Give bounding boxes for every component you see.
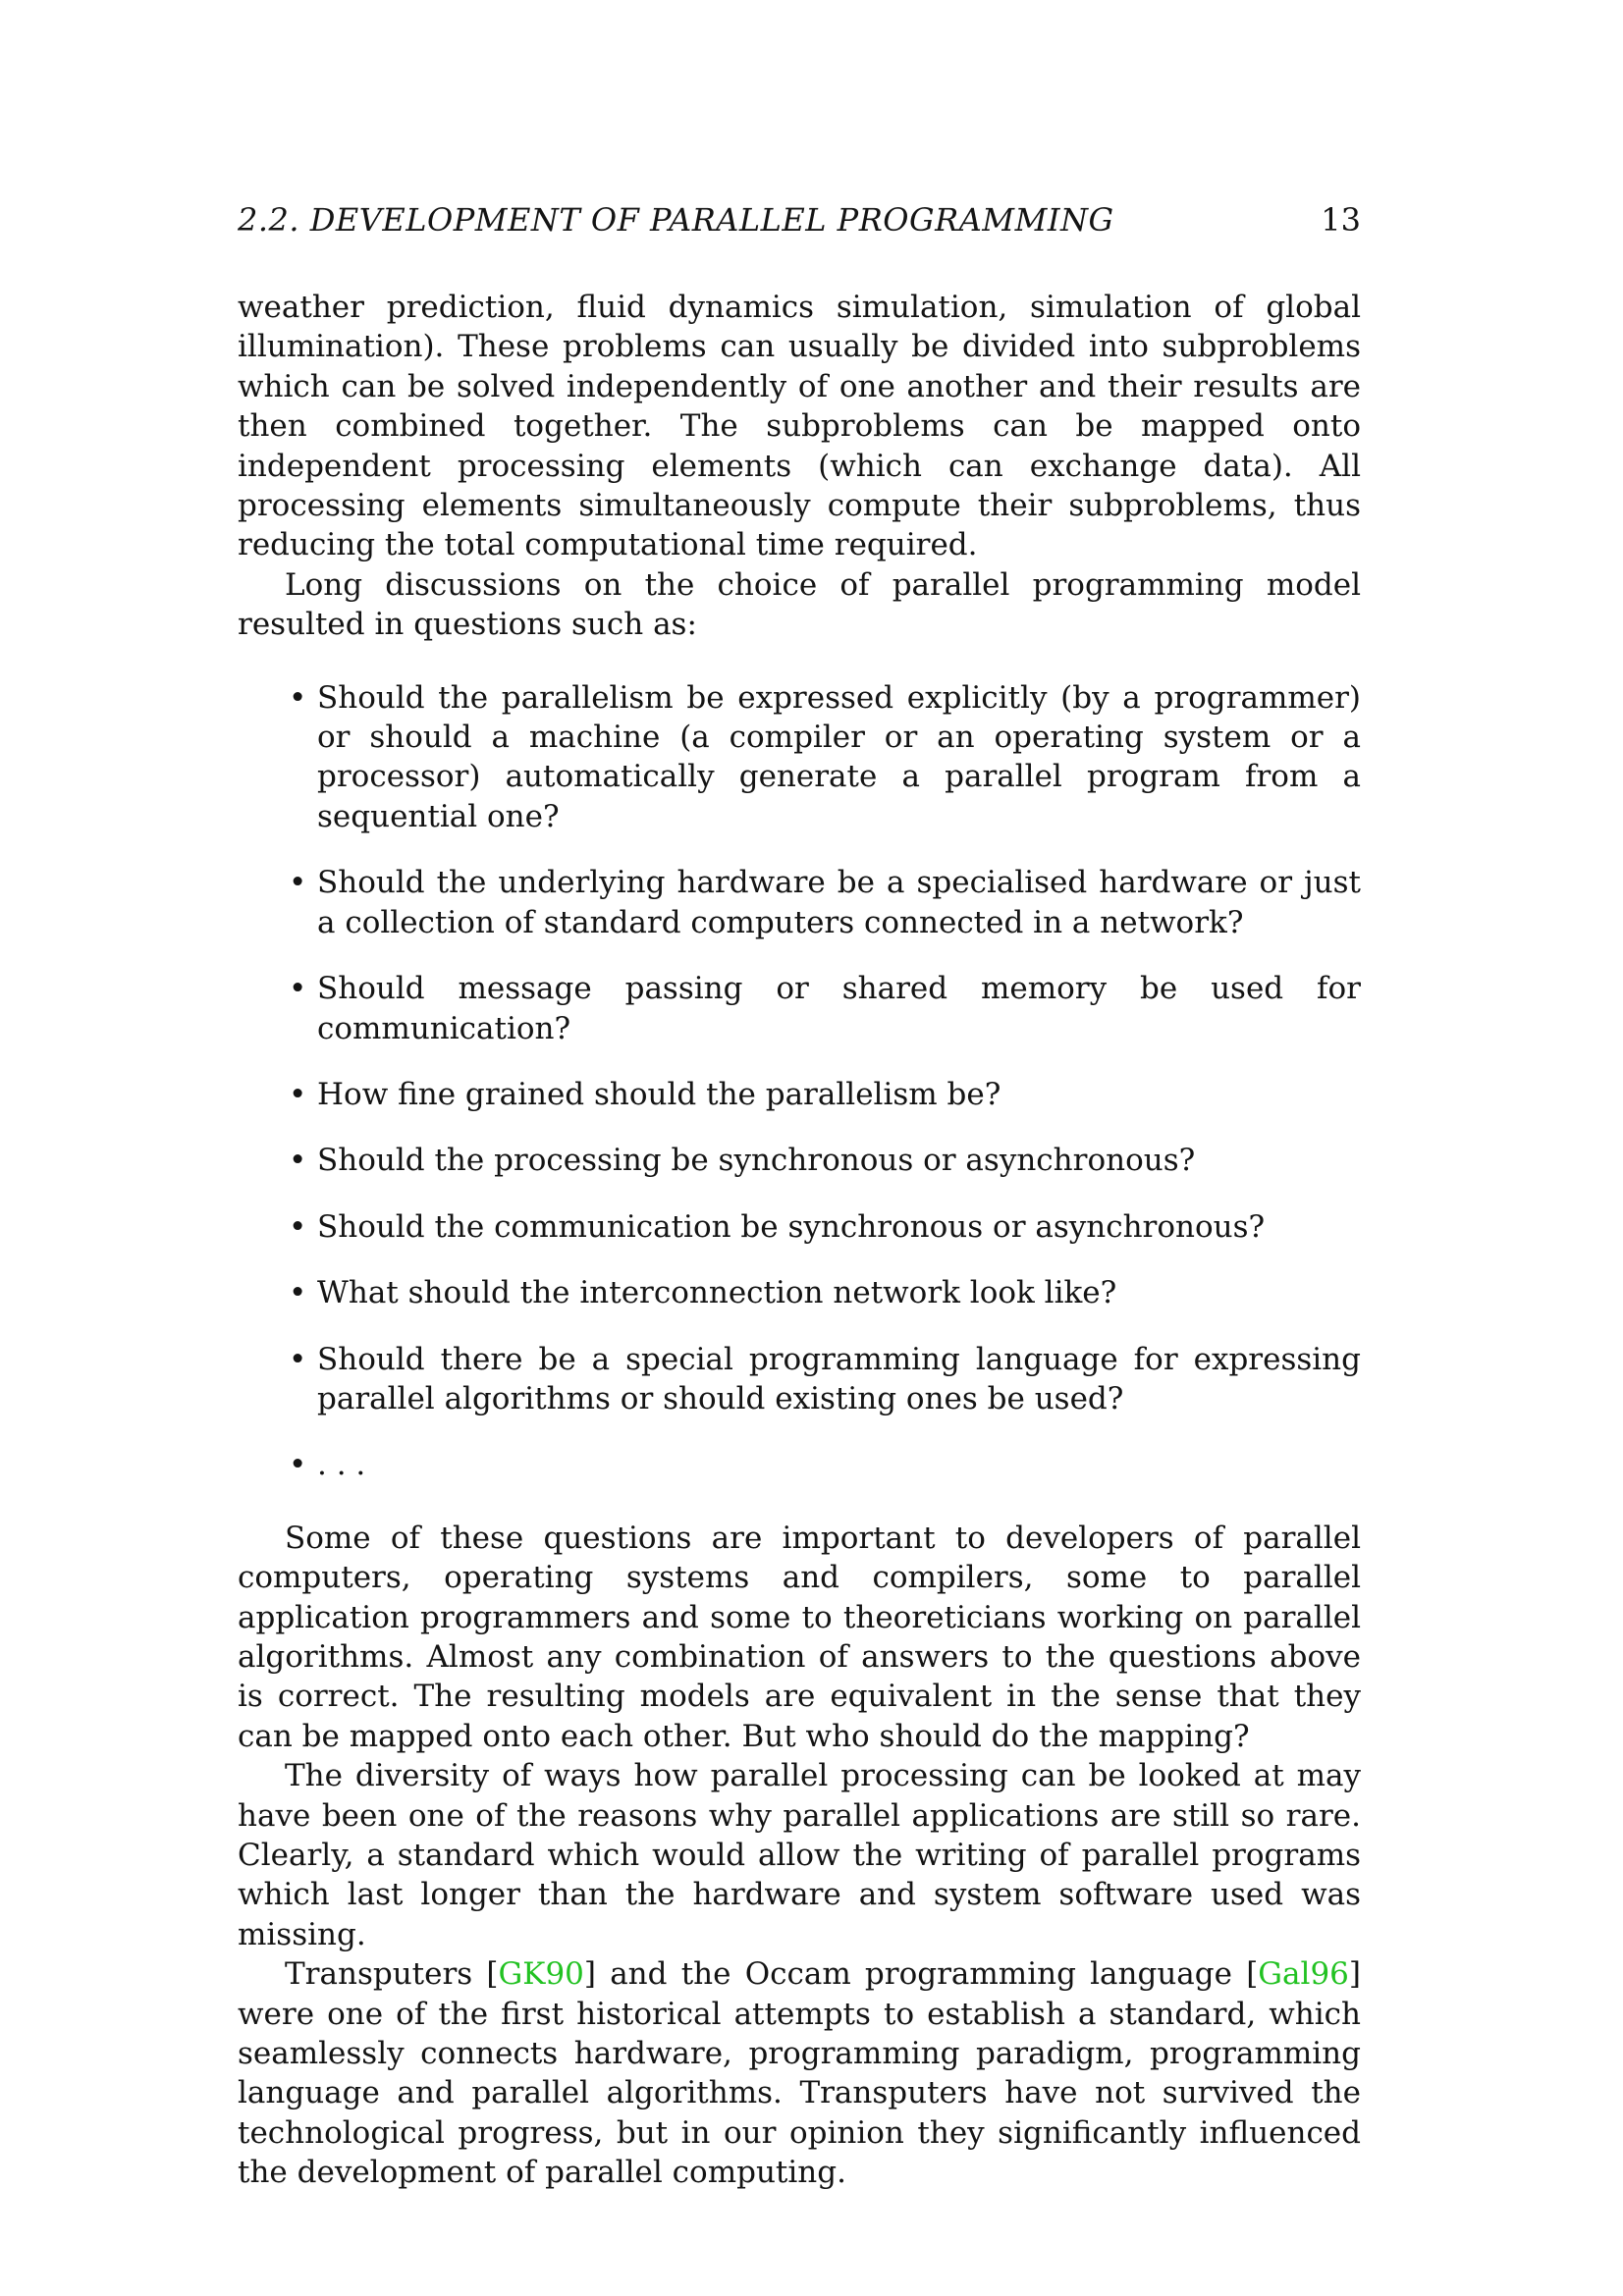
- running-head: 2.2. DEVELOPMENT OF PARALLEL PROGRAMMING: [238, 201, 1114, 239]
- paragraph-questions-intro: Long discussions on the choice of parallel programming model resulted in questions such as:: [238, 566, 1361, 643]
- list-item-text: How fine grained should the parallelism be?: [317, 1076, 1001, 1112]
- list-item-text: . . .: [317, 1447, 366, 1483]
- list-item: [238, 969, 1361, 1048]
- list-item: [238, 1075, 1361, 1114]
- text-segment: ] and the Occam programming language [: [583, 1956, 1259, 1993]
- list-item: [238, 1141, 1361, 1180]
- bullet-icon: •: [289, 1447, 307, 1483]
- bullet-icon: •: [289, 1341, 307, 1377]
- list-item: [238, 678, 1361, 837]
- list-item-text: Should the processing be synchronous or asynchronous?: [317, 1143, 1196, 1179]
- paragraph-answers: Some of these questions are important to developers of parallel computers, operating systems and compilers, some to parallel application programmers and some to theoreticians working on parallel algorithms. Almost any combination of answers to the questions above is correct. The resulting models are equivalent in the sense that they can be mapped onto each other. But who should do the mapping?: [238, 1520, 1361, 1754]
- bullet-icon: •: [289, 1143, 307, 1179]
- paragraph-diversity: The diversity of ways how parallel processing can be looked at may have been one of the reasons why parallel applications are still so rare. Clearly, a standard which would allow the writing of parallel programs which last longer than the hardware and system software used was missing.: [238, 1758, 1361, 1952]
- list-item: [238, 1273, 1361, 1312]
- citation-link-gal96[interactable]: Gal96: [1258, 1956, 1349, 1993]
- text-segment: Transputers [: [285, 1956, 499, 1993]
- bullet-icon: •: [289, 865, 307, 901]
- body-text: [238, 288, 1361, 2193]
- list-item: [238, 1207, 1361, 1247]
- bullet-icon: •: [289, 1275, 307, 1311]
- list-item: [238, 863, 1361, 942]
- bullet-icon: •: [289, 1208, 307, 1245]
- page-number: 13: [1321, 201, 1361, 239]
- bullet-icon: •: [289, 971, 307, 1007]
- citation-link-gk90[interactable]: GK90: [498, 1956, 584, 1993]
- list-item-text: Should the communication be synchronous or asynchronous?: [317, 1208, 1266, 1245]
- page-header: [238, 196, 1361, 243]
- bullet-icon: •: [289, 679, 307, 716]
- list-item-text: Should message passing or shared memory be used for communication?: [317, 971, 1361, 1046]
- list-item: [238, 1445, 1361, 1484]
- list-item-text: Should there be a special programming language for expressing parallel algorithms or should existing ones be used?: [317, 1341, 1361, 1416]
- bullet-icon: •: [289, 1076, 307, 1112]
- paragraph-transputers: [238, 1954, 1361, 2192]
- questions-list: [238, 678, 1361, 1485]
- list-item-text: Should the underlying hardware be a specialised hardware or just a collection of standard computers connected in a network?: [317, 865, 1361, 940]
- paragraph-intro: weather prediction, fluid dynamics simulation, simulation of global illumination). These problems can usually be divided into subproblems which can be solved independently of one another and their results are then combined together. The subproblems can be mapped onto independent processing elements (which can exchange data). All processing elements simultaneously compute their subproblems, thus reducing the total computational time required.: [238, 290, 1361, 563]
- list-item-text: Should the parallelism be expressed explicitly (by a programmer) or should a machine (a compiler or an operating system or a processor) automatically generate a parallel program from a sequential one?: [317, 679, 1361, 834]
- text-segment: ] were one of the first historical attempts to establish a standard, which seamlessly connects hardware, programming paradigm, programming language and parallel algorithms. Transputers have not survived the technological progress, but in our opinion they significantly influenced the development of parallel computing.: [238, 1956, 1362, 2191]
- list-item: [238, 1340, 1361, 1419]
- list-item-text: What should the interconnection network look like?: [317, 1275, 1117, 1311]
